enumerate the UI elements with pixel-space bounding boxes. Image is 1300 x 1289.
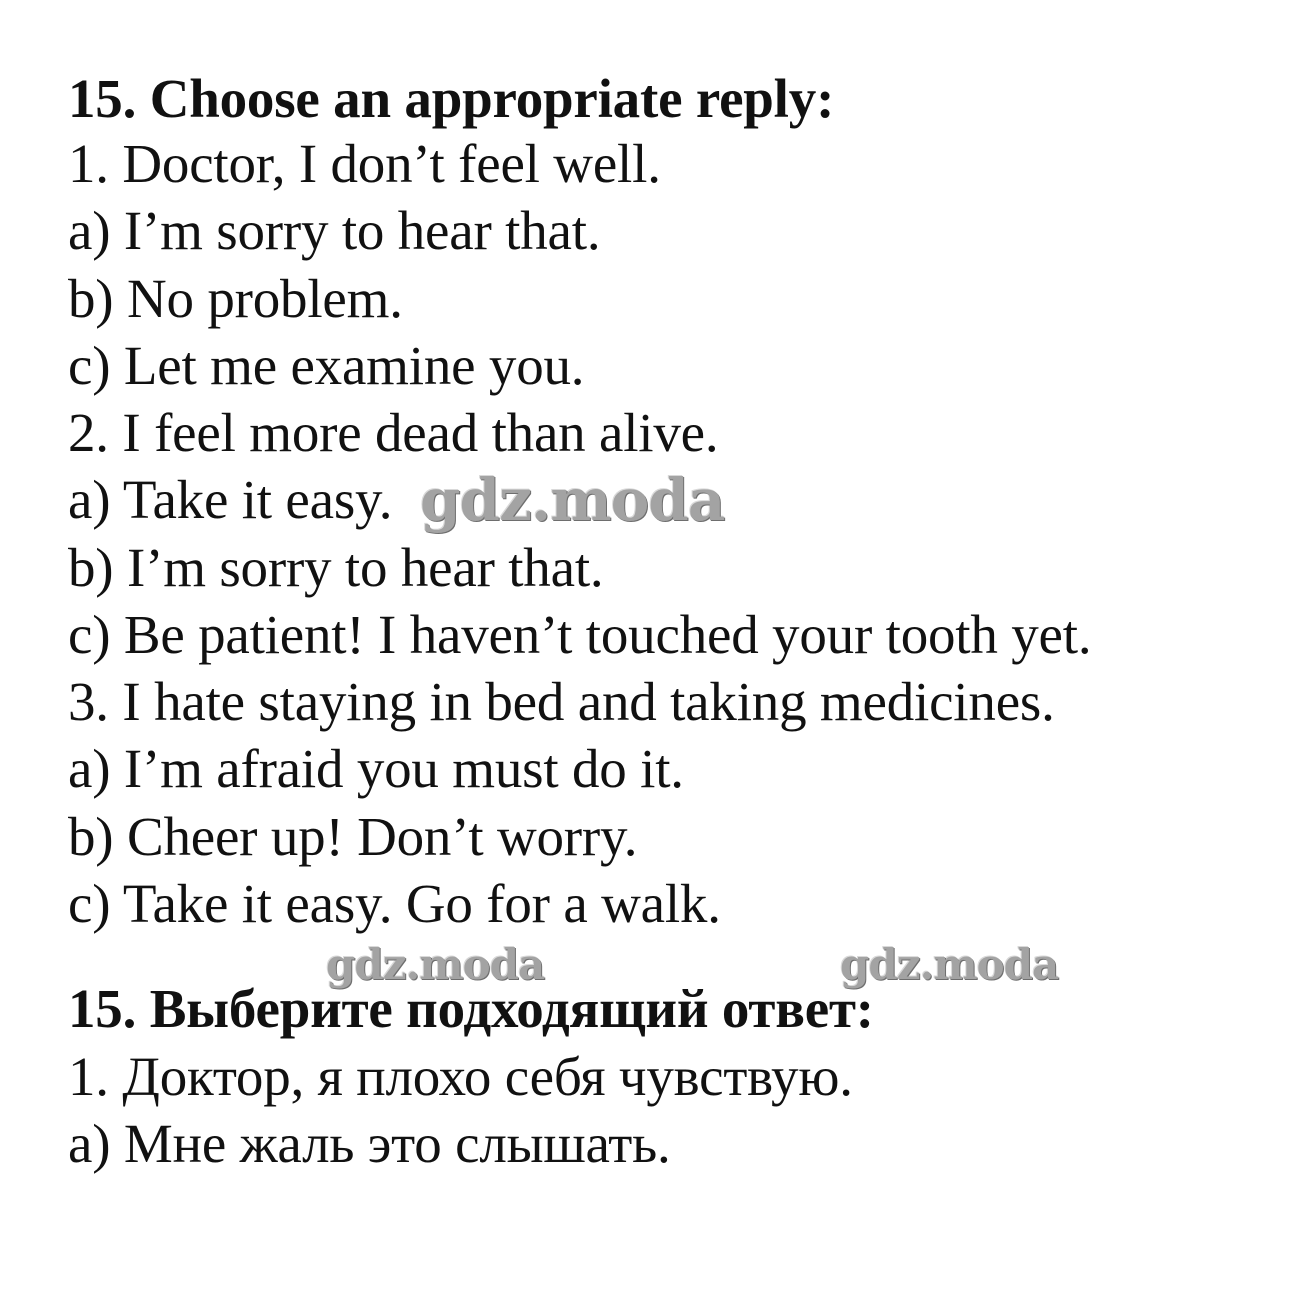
answer-1c: c) Let me examine you. bbox=[68, 335, 585, 396]
answer-2a: a) Take it easy. bbox=[68, 469, 393, 530]
watermark-logo: gdz.moda bbox=[840, 940, 1059, 989]
question-3: 3. I hate staying in bed and taking medicines. bbox=[68, 671, 1055, 732]
question-2: 2. I feel more dead than alive. bbox=[68, 402, 719, 463]
answer-2b: b) I’m sorry to hear that. bbox=[68, 537, 604, 598]
question-1-ru: 1. Доктор, я плохо себя чувствую. bbox=[68, 1046, 853, 1107]
answer-1a: a) I’m sorry to hear that. bbox=[68, 200, 601, 261]
answer-3a: a) I’m afraid you must do it. bbox=[68, 738, 684, 799]
watermark-logo: gdz.moda bbox=[326, 940, 545, 989]
exercise-heading-en: 15. Choose an appropriate reply: bbox=[68, 68, 835, 129]
watermark-logo: gdz.moda bbox=[420, 466, 725, 534]
answer-2c: c) Be patient! I haven’t touched your tooth yet. bbox=[68, 604, 1092, 665]
answer-1a-ru: а) Мне жаль это слышать. bbox=[68, 1113, 671, 1174]
question-1: 1. Doctor, I don’t feel well. bbox=[68, 133, 661, 194]
exercise-heading-ru: 15. Выберите подходящий ответ: bbox=[68, 978, 874, 1039]
answer-3b: b) Cheer up! Don’t worry. bbox=[68, 806, 638, 867]
answer-3c: c) Take it easy. Go for a walk. bbox=[68, 873, 721, 934]
answer-1b: b) No problem. bbox=[68, 268, 403, 329]
